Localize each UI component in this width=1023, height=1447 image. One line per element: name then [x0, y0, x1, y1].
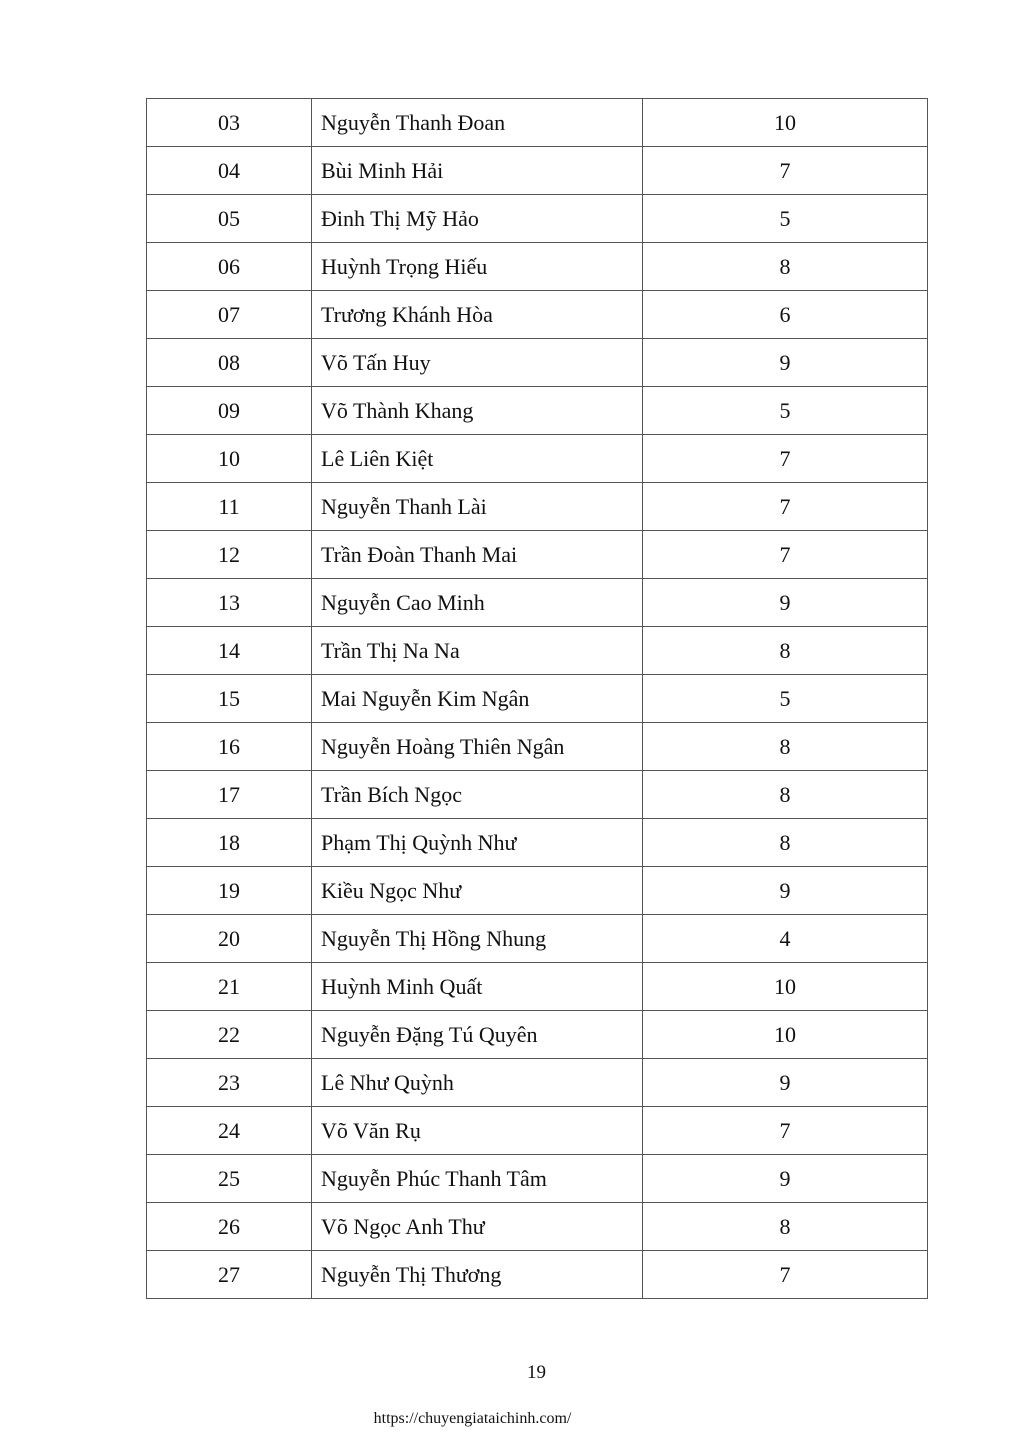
score-cell: 7 — [643, 1107, 928, 1155]
score-cell: 6 — [643, 291, 928, 339]
score-cell: 7 — [643, 483, 928, 531]
table-row — [147, 579, 928, 627]
table-row — [147, 627, 928, 675]
score-cell: 4 — [643, 915, 928, 963]
row-number-cell: 03 — [147, 99, 312, 147]
student-name-cell: Nguyễn Thị Thương — [312, 1251, 643, 1299]
row-number-cell: 10 — [147, 435, 312, 483]
table-row — [147, 483, 928, 531]
student-name-cell: Mai Nguyễn Kim Ngân — [312, 675, 643, 723]
row-number-cell: 04 — [147, 147, 312, 195]
table-row — [147, 99, 928, 147]
score-cell: 10 — [643, 99, 928, 147]
row-number-cell: 24 — [147, 1107, 312, 1155]
student-score-table — [146, 98, 928, 1299]
score-cell: 8 — [643, 627, 928, 675]
score-cell: 9 — [643, 1155, 928, 1203]
table-row — [147, 1059, 928, 1107]
page-number: 19 — [527, 1362, 546, 1383]
table-row — [147, 723, 928, 771]
student-name-cell: Bùi Minh Hải — [312, 147, 643, 195]
score-cell: 9 — [643, 579, 928, 627]
student-name-cell: Đinh Thị Mỹ Hảo — [312, 195, 643, 243]
row-number-cell: 27 — [147, 1251, 312, 1299]
table-row — [147, 1251, 928, 1299]
score-cell: 8 — [643, 243, 928, 291]
row-number-cell: 18 — [147, 819, 312, 867]
score-cell: 9 — [643, 1059, 928, 1107]
score-cell: 8 — [643, 771, 928, 819]
row-number-cell: 20 — [147, 915, 312, 963]
student-name-cell: Lê Như Quỳnh — [312, 1059, 643, 1107]
student-name-cell: Kiều Ngọc Như — [312, 867, 643, 915]
row-number-cell: 07 — [147, 291, 312, 339]
table-row — [147, 675, 928, 723]
row-number-cell: 14 — [147, 627, 312, 675]
student-name-cell: Nguyễn Phúc Thanh Tâm — [312, 1155, 643, 1203]
student-score-table-body — [147, 99, 928, 1299]
table-row — [147, 147, 928, 195]
score-cell: 9 — [643, 339, 928, 387]
student-name-cell: Trần Bích Ngọc — [312, 771, 643, 819]
score-cell: 7 — [643, 147, 928, 195]
row-number-cell: 09 — [147, 387, 312, 435]
row-number-cell: 12 — [147, 531, 312, 579]
student-name-cell: Nguyễn Cao Minh — [312, 579, 643, 627]
table-row — [147, 291, 928, 339]
score-cell: 8 — [643, 723, 928, 771]
student-name-cell: Huỳnh Minh Quất — [312, 963, 643, 1011]
table-row — [147, 195, 928, 243]
score-cell: 9 — [643, 867, 928, 915]
student-name-cell: Võ Tấn Huy — [312, 339, 643, 387]
table-row — [147, 915, 928, 963]
student-name-cell: Nguyễn Đặng Tú Quyên — [312, 1011, 643, 1059]
score-cell: 10 — [643, 1011, 928, 1059]
table-row — [147, 867, 928, 915]
row-number-cell: 15 — [147, 675, 312, 723]
row-number-cell: 11 — [147, 483, 312, 531]
student-name-cell: Trương Khánh Hòa — [312, 291, 643, 339]
row-number-cell: 16 — [147, 723, 312, 771]
score-cell: 8 — [643, 819, 928, 867]
row-number-cell: 23 — [147, 1059, 312, 1107]
table-row — [147, 339, 928, 387]
footer-url: https://chuyengiataichinh.com/ — [373, 1410, 572, 1427]
table-row — [147, 963, 928, 1011]
score-cell: 7 — [643, 531, 928, 579]
student-name-cell: Nguyễn Thanh Đoan — [312, 99, 643, 147]
row-number-cell: 08 — [147, 339, 312, 387]
student-name-cell: Nguyễn Thị Hồng Nhung — [312, 915, 643, 963]
row-number-cell: 17 — [147, 771, 312, 819]
score-cell: 5 — [643, 387, 928, 435]
student-name-cell: Võ Ngọc Anh Thư — [312, 1203, 643, 1251]
table-row — [147, 771, 928, 819]
table-row — [147, 1107, 928, 1155]
student-name-cell: Võ Thành Khang — [312, 387, 643, 435]
student-name-cell: Trần Thị Na Na — [312, 627, 643, 675]
row-number-cell: 21 — [147, 963, 312, 1011]
score-cell: 8 — [643, 1203, 928, 1251]
table-row — [147, 1155, 928, 1203]
student-name-cell: Phạm Thị Quỳnh Như — [312, 819, 643, 867]
table-row — [147, 435, 928, 483]
table-row — [147, 1011, 928, 1059]
score-cell: 7 — [643, 1251, 928, 1299]
student-name-cell: Trần Đoàn Thanh Mai — [312, 531, 643, 579]
row-number-cell: 05 — [147, 195, 312, 243]
student-name-cell: Võ Văn Rụ — [312, 1107, 643, 1155]
row-number-cell: 13 — [147, 579, 312, 627]
row-number-cell: 19 — [147, 867, 312, 915]
student-name-cell: Nguyễn Thanh Lài — [312, 483, 643, 531]
row-number-cell: 25 — [147, 1155, 312, 1203]
table-row — [147, 387, 928, 435]
row-number-cell: 26 — [147, 1203, 312, 1251]
score-cell: 5 — [643, 675, 928, 723]
table-row — [147, 1203, 928, 1251]
score-cell: 10 — [643, 963, 928, 1011]
student-name-cell: Lê Liên Kiệt — [312, 435, 643, 483]
student-name-cell: Huỳnh Trọng Hiếu — [312, 243, 643, 291]
row-number-cell: 06 — [147, 243, 312, 291]
score-cell: 5 — [643, 195, 928, 243]
score-cell: 7 — [643, 435, 928, 483]
table-row — [147, 819, 928, 867]
table-row — [147, 531, 928, 579]
row-number-cell: 22 — [147, 1011, 312, 1059]
table-row — [147, 243, 928, 291]
student-name-cell: Nguyễn Hoàng Thiên Ngân — [312, 723, 643, 771]
